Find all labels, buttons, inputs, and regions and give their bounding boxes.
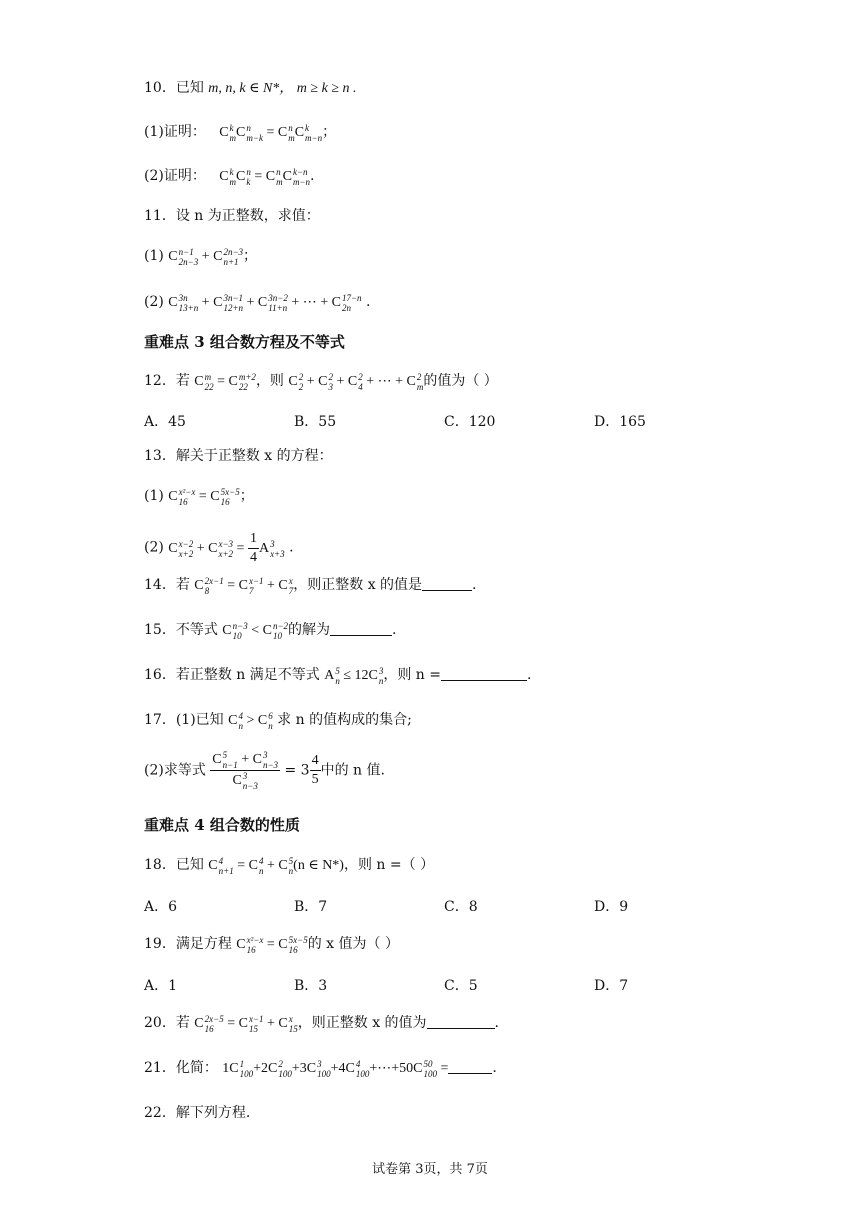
part-label: (1) <box>144 488 164 504</box>
punct: ； <box>243 248 258 264</box>
inequality-formula: A 5 n ≤ 12C 3 n <box>324 665 384 686</box>
answer-blank[interactable] <box>427 1014 495 1029</box>
text: 求 n 的值构成的集合; <box>272 712 412 728</box>
text: 若 <box>175 373 190 389</box>
option-b[interactable]: B．7 <box>294 899 328 915</box>
text: ，则正整数 x 的值为 <box>297 1015 427 1031</box>
identity-formula: C k m C n k = C n m C k−n m−n <box>219 166 311 187</box>
text: ，则正整数 x 的值是 <box>293 577 423 593</box>
answer-blank[interactable] <box>448 1059 492 1074</box>
answer-blank[interactable] <box>330 621 392 636</box>
sum-formula: C 3n 13+n + C 3n−1 12+n + C 3n−2 11+n + ⋯ + C 17−n 2n <box>168 292 362 313</box>
text: 不等式 <box>175 622 218 638</box>
text: 的 x 值为（ ） <box>307 936 399 952</box>
punct: . <box>472 577 477 593</box>
question-21 <box>144 1058 497 1079</box>
question-20 <box>144 1013 499 1034</box>
punct: . <box>527 667 532 683</box>
question-number: 16． <box>144 667 176 683</box>
part-label: (1) <box>144 248 164 264</box>
text: 若 <box>175 577 190 593</box>
text: 中的 n 值. <box>320 762 385 779</box>
option-a[interactable]: A．6 <box>144 899 178 915</box>
question-text: 已知 <box>175 80 204 96</box>
question-13 <box>144 446 333 466</box>
section-heading-3: 重难点 3 组合数方程及不等式 <box>144 333 345 351</box>
option-c[interactable]: C．8 <box>444 899 478 915</box>
section-heading-4: 重难点 4 组合数的性质 <box>144 816 300 834</box>
text: ，则 n =（ ） <box>343 857 435 873</box>
question-number: 18． <box>144 857 176 873</box>
question-number: 19． <box>144 936 176 952</box>
question-10 <box>144 78 357 99</box>
text: 若正整数 n 满足不等式 <box>175 667 320 683</box>
equation-formula: C x−2 x+2 + C x−3 x+2 = $\frac{1}{4}$ A 3 x+3 <box>168 531 285 565</box>
text: (1)已知 <box>175 712 224 728</box>
option-c[interactable]: C．5 <box>444 978 478 994</box>
punct: . <box>310 168 315 184</box>
question-15 <box>144 620 396 641</box>
answer-blank[interactable] <box>441 666 527 681</box>
question-11-part-2 <box>144 292 370 313</box>
question-18 <box>144 855 434 876</box>
question-text: 解下列方程. <box>175 1105 251 1121</box>
question-number: 22． <box>144 1105 176 1121</box>
option-a[interactable]: A．45 <box>144 414 186 430</box>
part-label: (2)证明： <box>144 168 206 184</box>
equation-formula: C 4 n+1 = C 4 n + C 5 n (n ∈ N*) <box>208 855 344 876</box>
question-text: 解关于正整数 x 的方程： <box>175 448 333 464</box>
punct: . <box>366 294 371 310</box>
condition-formula: C m 22 = C m+2 22 <box>194 371 256 392</box>
page-footer: 试卷第 3页，共 7页 <box>372 1162 488 1177</box>
equation-fraction: C 5 n−1 + C 3 n−3 C 3 n−3 <box>212 750 279 791</box>
option-c[interactable]: C．120 <box>444 414 496 430</box>
question-number: 12． <box>144 373 176 389</box>
option-a[interactable]: A．1 <box>144 978 178 994</box>
sum-formula: C 2 2 + C 2 3 + C 2 4 + ⋯ + C 2 m <box>288 371 424 392</box>
text: 的值为（ ） <box>423 373 498 389</box>
question-16 <box>144 665 531 686</box>
text: (2)求等式 <box>144 762 206 779</box>
equation-formula: C 2x−1 8 = C x−1 7 + C x 7 <box>194 575 294 596</box>
question-number: 10． <box>144 80 176 96</box>
part-label: (2) <box>144 539 164 556</box>
text: 已知 <box>175 857 204 873</box>
text: 若 <box>175 1015 190 1031</box>
punct: ； <box>239 488 254 504</box>
option-b[interactable]: B．3 <box>294 978 328 994</box>
punct: . <box>289 539 294 556</box>
expression-formula: C n−1 2n−3 + C 2n−3 n+1 <box>168 246 244 267</box>
equation-formula: C x²−x 16 = C 5x−5 16 <box>168 486 240 507</box>
text: 化简： <box>175 1060 218 1076</box>
question-17 <box>144 710 412 731</box>
question-text: 设 n 为正整数，求值： <box>175 208 320 224</box>
question-number: 21． <box>144 1060 176 1076</box>
question-number: 15． <box>144 622 176 638</box>
question-14 <box>144 575 477 596</box>
sum-formula: 1C 1 100 +2C 2 100 +3C 3 100 +4C 4 100 +⋯+50C 50 100 = <box>222 1058 449 1079</box>
identity-formula: C k m C n m−k = C n m C k m−n <box>219 122 323 143</box>
text: 满足方程 <box>175 936 232 952</box>
question-number: 14． <box>144 577 176 593</box>
question-11 <box>144 206 320 226</box>
question-22 <box>144 1103 250 1123</box>
question-13-part-2 <box>144 530 294 567</box>
question-10-part-2 <box>144 166 315 187</box>
text: ，则 n = <box>383 667 442 683</box>
question-19 <box>144 934 399 955</box>
question-10-part-1 <box>144 122 336 143</box>
text: 的解为 <box>288 622 331 638</box>
part-label: (2) <box>144 294 164 310</box>
answer-blank[interactable] <box>422 576 472 591</box>
punct: . <box>492 1060 497 1076</box>
part-label: (1)证明： <box>144 124 206 140</box>
text: ，则 <box>255 373 284 389</box>
inequality-formula: C 4 n > C 6 n <box>228 710 273 731</box>
question-number: 11． <box>144 208 176 224</box>
question-11-part-1 <box>144 246 257 267</box>
question-number: 17． <box>144 712 176 728</box>
option-b[interactable]: B．55 <box>294 414 337 430</box>
inequality-formula: C n−3 10 < C n−2 10 <box>222 620 289 641</box>
punct: . <box>392 622 397 638</box>
punct: ； <box>322 124 337 140</box>
equation-formula: C 2x−5 16 = C x−1 15 + C x 15 <box>194 1013 298 1034</box>
question-number: 13． <box>144 448 176 464</box>
question-13-part-1 <box>144 486 254 507</box>
option-d[interactable]: D．9 <box>594 899 629 915</box>
question-12 <box>144 371 498 392</box>
punct: . <box>494 1015 499 1031</box>
option-d[interactable]: D．7 <box>594 978 629 994</box>
condition-formula: m, n, k ∈ N*， m ≥ k ≥ n . <box>208 81 357 96</box>
question-number: 20． <box>144 1015 176 1031</box>
equation-formula: C x²−x 16 = C 5x−5 16 <box>236 934 308 955</box>
question-17-part-2: (2)求等式 C 5 n−1 + C 3 n−3 C 3 n−3 = 3 $\frac{4}{5}$ 中的 n 值. <box>144 750 385 791</box>
option-d[interactable]: D．165 <box>594 414 646 430</box>
